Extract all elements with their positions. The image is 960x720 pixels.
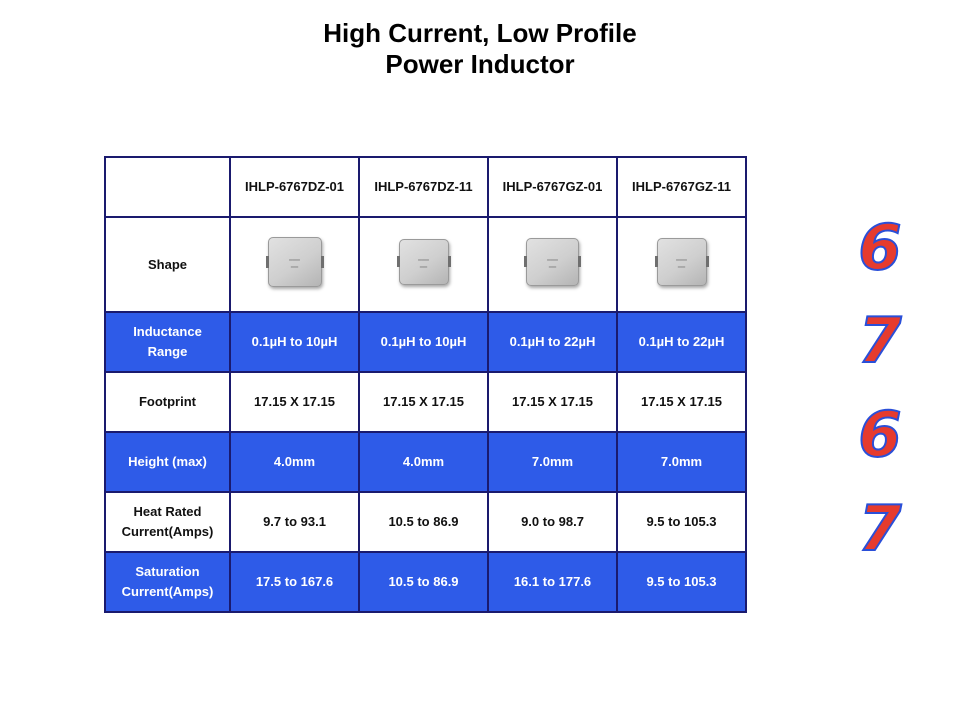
row-label-line-1: Inductance: [133, 324, 202, 339]
row-label-line-2: Current(Amps): [121, 524, 214, 539]
table-cell: 9.7 to 93.1: [230, 492, 359, 552]
side-digit-6: 6: [858, 211, 902, 284]
header-cell-ihlp-6767gz-01: IHLP-6767GZ-01: [488, 157, 617, 217]
header-cell-ihlp-6767dz-01: IHLP-6767DZ-01: [230, 157, 359, 217]
header-corner-cell: [105, 157, 230, 217]
header-cell-ihlp-6767dz-11: IHLP-6767DZ-11: [359, 157, 488, 217]
table-cell: 0.1µH to 22µH: [617, 312, 746, 372]
row-label-height: Height (max): [105, 432, 230, 492]
slide-title: [0, 18, 960, 80]
table-cell: 17.15 X 17.15: [488, 372, 617, 432]
table-cell: 7.0mm: [488, 432, 617, 492]
table-cell: 7.0mm: [617, 432, 746, 492]
table-cell: 9.5 to 105.3: [617, 552, 746, 612]
table-cell: 17.15 X 17.15: [359, 372, 488, 432]
table-cell: 17.15 X 17.15: [617, 372, 746, 432]
row-label-heat-rated-current: [105, 492, 230, 552]
inductor-image-icon: ━━━ ━━: [657, 238, 707, 286]
inductor-image-icon: ━━━ ━━: [399, 239, 449, 285]
table-cell: 17.15 X 17.15: [230, 372, 359, 432]
header-cell-ihlp-6767gz-11: IHLP-6767GZ-11: [617, 157, 746, 217]
row-label-saturation-current: [105, 552, 230, 612]
inductor-image-icon: ━━━ ━━: [526, 238, 579, 286]
row-label-line-1: Saturation: [135, 564, 200, 579]
table-row-saturation-current: [105, 552, 746, 612]
table-row-inductance-range: [105, 312, 746, 372]
table-cell: 0.1µH to 10µH: [359, 312, 488, 372]
table-cell: 0.1µH to 22µH: [488, 312, 617, 372]
table-cell: 17.5 to 167.6: [230, 552, 359, 612]
table-row-heat-rated-current: [105, 492, 746, 552]
table-cell: 10.5 to 86.9: [359, 552, 488, 612]
shape-cell-1: [230, 217, 359, 312]
table-cell: 9.5 to 105.3: [617, 492, 746, 552]
row-label-inductance-range: [105, 312, 230, 372]
title-line-1: High Current, Low Profile: [323, 18, 637, 48]
table-cell: 16.1 to 177.6: [488, 552, 617, 612]
table-row-footprint: [105, 372, 746, 432]
title-line-2: Power Inductor: [385, 49, 575, 79]
inductor-image-icon: ━━━ ━━: [268, 237, 322, 287]
table-cell: 0.1µH to 10µH: [230, 312, 359, 372]
row-label-line-1: Heat Rated: [133, 504, 202, 519]
row-label-footprint: Footprint: [105, 372, 230, 432]
row-label-shape: Shape: [105, 217, 230, 312]
table-header-row: [105, 157, 746, 217]
inductor-spec-table: [104, 156, 747, 613]
shape-cell-3: [488, 217, 617, 312]
table-row-height: [105, 432, 746, 492]
row-label-line-2: Current(Amps): [121, 584, 214, 599]
side-digit-7: 7: [858, 492, 902, 565]
row-label-line-2: Range: [147, 344, 188, 359]
table-cell: 4.0mm: [359, 432, 488, 492]
side-digit-6: 6: [858, 398, 902, 471]
table-row-shape: [105, 217, 746, 312]
table-cell: 4.0mm: [230, 432, 359, 492]
side-digit-7: 7: [858, 304, 902, 377]
table-cell: 9.0 to 98.7: [488, 492, 617, 552]
shape-cell-2: [359, 217, 488, 312]
table-cell: 10.5 to 86.9: [359, 492, 488, 552]
shape-cell-4: [617, 217, 746, 312]
